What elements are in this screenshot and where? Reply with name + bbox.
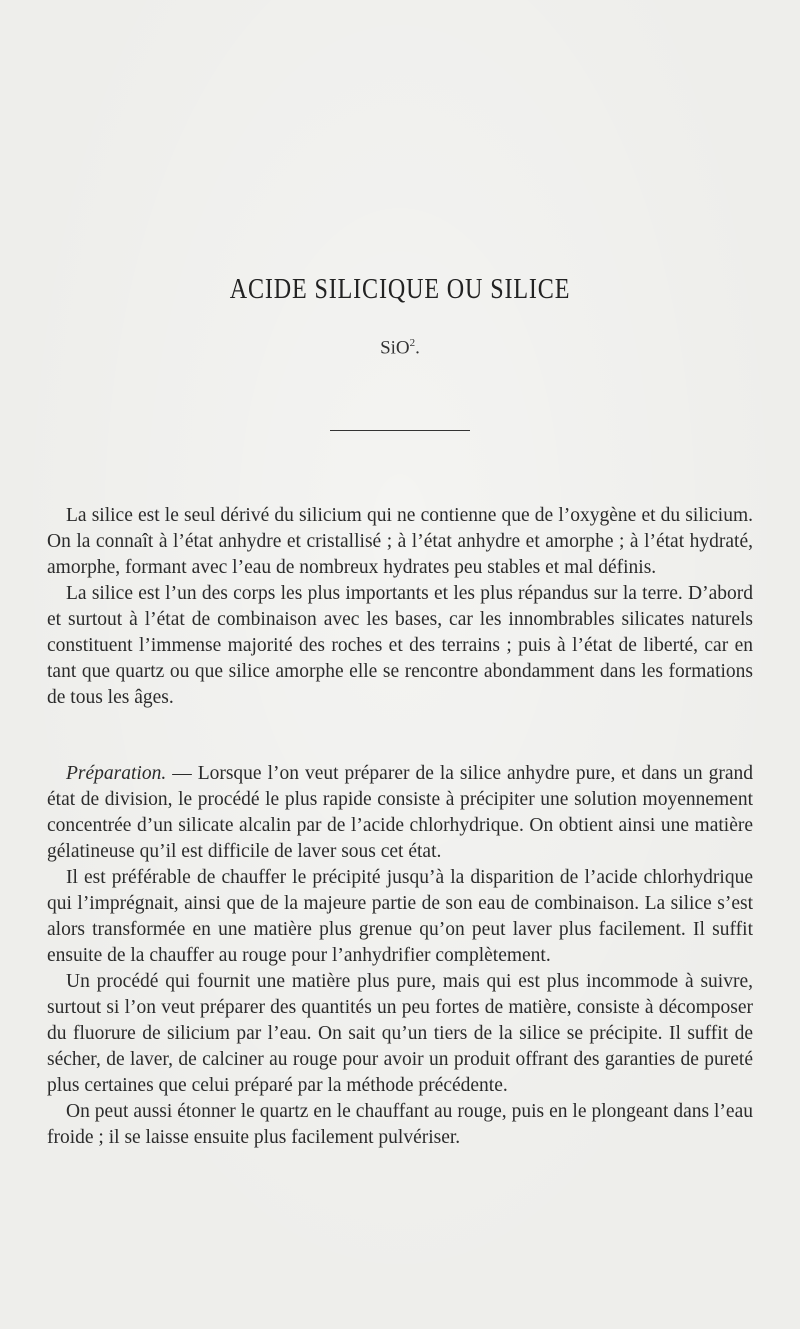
paragraph: La silice est l’un des corps les plus importants et les plus répandus sur la terre. D’abord et surtout à l’état de combinaison avec les bases, car les innombrables silicates naturels constituent l’immense majorité des roches et des terrains ; puis à l’état de liberté, car en tant que quartz ou que silice amorphe elle se rencontre abondamment dans les formations de tous les âges. [47, 583, 753, 708]
paragraph: Il est préférable de chauffer le précipité jusqu’à la disparition de l’acide chlorhydrique qui l’imprégnait, ainsi que de la majeure partie de son eau de combinaison. La silice s’est alors transformée en une matière plus grenue qu’on peut laver plus facilement. Il suffit ensuite de la chauffer au rouge pour l’anhydrifier complètement. [47, 867, 753, 966]
paragraph: Un procédé qui fournit une matière plus pure, mais qui est plus incommode à suivre, surtout si l’on veut préparer des quantités un peu fortes de matière, consiste à décomposer du fluorure de silicium par l’eau. On sait qu’un tiers de la silice se précipite. Il suffit de sécher, de laver, de calciner au rouge pour avoir un produit offrant des garanties de pureté plus certaines que celui préparé par la méthode précédente. [47, 971, 753, 1096]
preparation-text: Lorsque l’on veut préparer de la silice anhydre pure, et dans un grand état de division, le procédé le plus rapide consiste à précipiter une solution moyennement concentrée d’un silicate alcalin par de l’acide chlorhydrique. On obtient ainsi une matière gélatineuse qu’il est difficile de laver sous cet état. [47, 763, 753, 862]
paragraph: On peut aussi étonner le quartz en le chauffant au rouge, puis en le plongeant dans l’eau froide ; il se laisse ensuite plus facilement pulvériser. [47, 1101, 753, 1148]
preparation-section [47, 761, 753, 1151]
formula-base: SiO [380, 337, 410, 359]
page-title: ACIDE SILICIQUE OU SILICE [229, 274, 571, 305]
preparation-paragraph [47, 761, 753, 865]
section-divider [330, 430, 470, 431]
intro-section [47, 503, 753, 711]
formula-suffix: . [415, 337, 420, 359]
paragraph: La silice est le seul dérivé du silicium qui ne contienne que de l’oxygène et du silicium. On la connaît à l’état anhydre et cristallisé ; à l’état anhydre et amorphe ; à l’état hydraté, amorphe, formant avec l’eau de nombreux hydrates peu stables et mal définis. [47, 505, 753, 578]
chemical-formula [0, 337, 800, 359]
preparation-dash: — [166, 763, 198, 784]
formula-superscript: 2 [409, 337, 416, 349]
preparation-heading: Préparation. [66, 763, 167, 784]
